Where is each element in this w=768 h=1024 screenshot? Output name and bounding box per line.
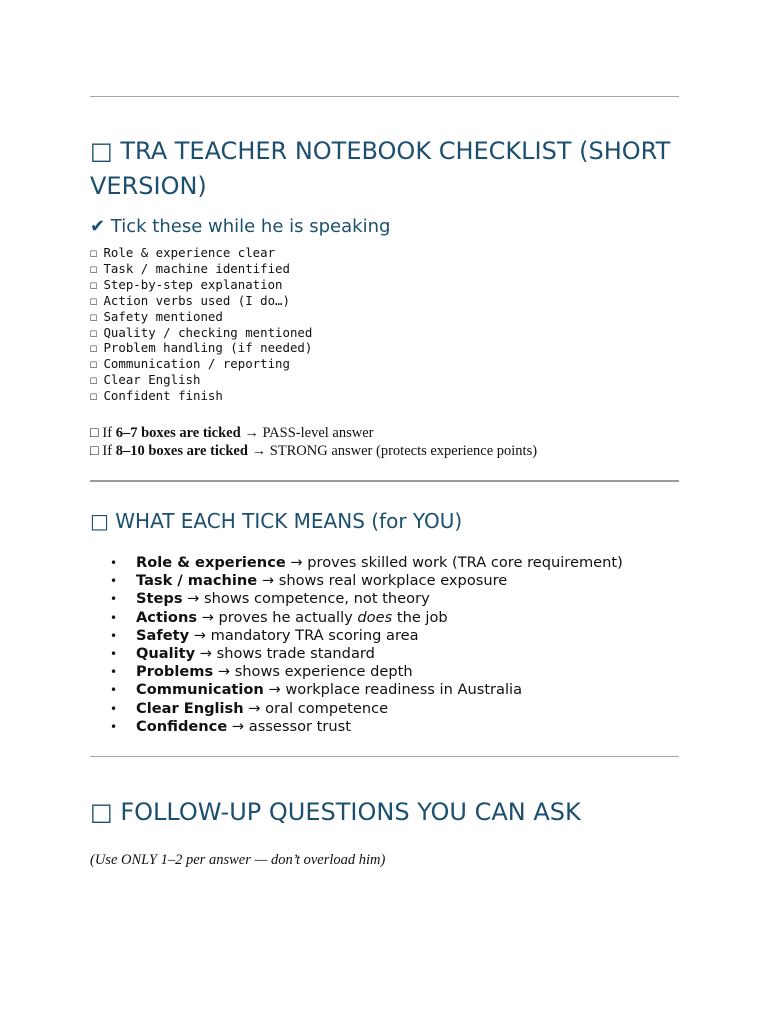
checkbox-icon: ☐ [90, 308, 98, 324]
term: Role & experience [136, 554, 286, 571]
arrow-icon: → [261, 572, 275, 590]
list-item [110, 572, 623, 590]
section-divider [90, 756, 679, 757]
checklist-subtitle: ✔ Tick these while he is speaking [90, 216, 391, 237]
checklist-item [90, 245, 312, 261]
checkbox-icon: ☐ [90, 260, 98, 276]
top-divider [90, 96, 679, 97]
bullet-icon: • [110, 628, 118, 643]
description: the job [396, 608, 448, 626]
bullet-icon: • [110, 592, 118, 607]
target-icon: □ [90, 509, 109, 533]
checkbox-icon: ☐ [90, 372, 98, 388]
term: Confidence [136, 717, 228, 735]
checkbox-icon: ☐ [90, 292, 98, 308]
checkbox-icon: ☐ [90, 340, 98, 356]
term: Quality [136, 645, 196, 663]
arrow-icon: → [231, 717, 245, 735]
clipboard-icon: □ [90, 137, 113, 165]
list-item [110, 700, 623, 718]
bullet-icon: • [110, 683, 118, 698]
checklist-item [90, 372, 312, 388]
checklist-item [90, 325, 312, 341]
checklist-title [90, 134, 690, 204]
description: shows competence, not theory [204, 590, 430, 608]
followup-title-text: FOLLOW-UP QUESTIONS YOU CAN ASK [120, 798, 581, 826]
description: proves he actually [218, 608, 353, 626]
meanings-title [90, 508, 462, 534]
list-item [110, 718, 623, 736]
checklist-item-label: Communication / reporting [103, 356, 290, 372]
score-result: STRONG answer (protects experience points) [269, 443, 538, 459]
list-item [110, 590, 623, 608]
meanings-title-text: WHAT EACH TICK MEANS (for YOU) [115, 509, 463, 533]
score-icon: □ [90, 425, 99, 441]
bullet-icon: • [110, 647, 118, 662]
checklist-item-label: Action verbs used (I do…) [103, 292, 290, 308]
checklist-item-label: Step-by-step explanation [103, 276, 283, 292]
arrow-icon: → [248, 699, 261, 717]
bullet-icon: • [110, 574, 118, 589]
term: Safety [136, 626, 190, 644]
arrow-icon: → [290, 554, 303, 571]
arrow-icon: → [217, 663, 231, 681]
arrow-icon: → [244, 425, 259, 441]
question-icon: □ [90, 798, 113, 826]
list-item [110, 645, 623, 663]
checklist-item [90, 356, 312, 372]
checklist-item [90, 309, 312, 325]
description-emphasis: does [357, 608, 393, 626]
list-item [110, 609, 623, 627]
term: Steps [136, 590, 183, 608]
description: shows real workplace exposure [278, 572, 508, 590]
checklist-item-label: Safety mentioned [103, 308, 223, 324]
score-threshold: 6–7 boxes are ticked [115, 425, 241, 441]
checklist-item [90, 277, 312, 293]
score-prefix: If [102, 425, 113, 441]
checkbox-icon: ☐ [90, 388, 98, 404]
arrow-icon: → [251, 443, 267, 459]
bullet-icon: • [110, 610, 118, 625]
list-item [110, 663, 623, 681]
list-item [110, 627, 623, 645]
score-result: PASS-level answer [262, 425, 374, 441]
description: proves skilled work (TRA core requirement) [307, 554, 623, 571]
checklist-item-label: Problem handling (if needed) [103, 340, 313, 356]
list-item [110, 554, 623, 572]
description: shows trade standard [216, 645, 375, 663]
checklist-title-text: TRA TEACHER NOTEBOOK CHECKLIST (SHORT VERSION) [90, 137, 671, 200]
score-icon: □ [90, 443, 99, 459]
checkbox-icon: ☐ [90, 324, 98, 340]
description: workplace readiness in Australia [285, 681, 523, 699]
arrow-icon: → [187, 590, 200, 608]
term: Task / machine [136, 572, 258, 590]
description: assessor trust [248, 717, 351, 735]
checklist-item [90, 293, 312, 309]
term: Problems [136, 663, 214, 681]
arrow-icon: → [199, 645, 213, 663]
checkbox-icon: ☐ [90, 356, 98, 372]
description: mandatory TRA scoring area [210, 626, 419, 644]
description: shows experience depth [234, 663, 413, 681]
bullet-icon: • [110, 556, 118, 570]
checklist-item [90, 388, 312, 404]
followup-title [90, 795, 690, 830]
meanings-list [110, 554, 623, 736]
bullet-icon: • [110, 665, 118, 680]
score-strong-line [90, 442, 537, 460]
score-threshold: 8–10 boxes are ticked [115, 443, 248, 459]
score-pass-line [90, 424, 373, 442]
arrow-icon: → [193, 626, 206, 644]
list-item [110, 681, 623, 699]
followup-note: (Use ONLY 1–2 per answer — don’t overload him) [90, 852, 386, 868]
checklist-item [90, 340, 312, 356]
arrow-icon: → [201, 608, 214, 626]
checklist-list [90, 245, 312, 404]
bullet-icon: • [110, 719, 118, 734]
checklist-item [90, 261, 312, 277]
checklist-item-label: Confident finish [103, 388, 223, 404]
arrow-icon: → [268, 681, 281, 699]
checkbox-icon: ☐ [90, 276, 98, 292]
term: Communication [136, 681, 264, 699]
bullet-icon: • [110, 701, 118, 716]
term: Clear English [136, 699, 244, 717]
section-divider [90, 480, 679, 482]
score-prefix: If [102, 443, 113, 459]
term: Actions [136, 608, 198, 626]
description: oral competence [265, 699, 389, 717]
checklist-item-label: Quality / checking mentioned [103, 324, 313, 340]
checklist-item-label: Role & experience clear [103, 245, 276, 260]
checkbox-icon: ☐ [90, 245, 98, 260]
checklist-item-label: Clear English [103, 372, 201, 388]
checklist-item-label: Task / machine identified [103, 260, 290, 276]
